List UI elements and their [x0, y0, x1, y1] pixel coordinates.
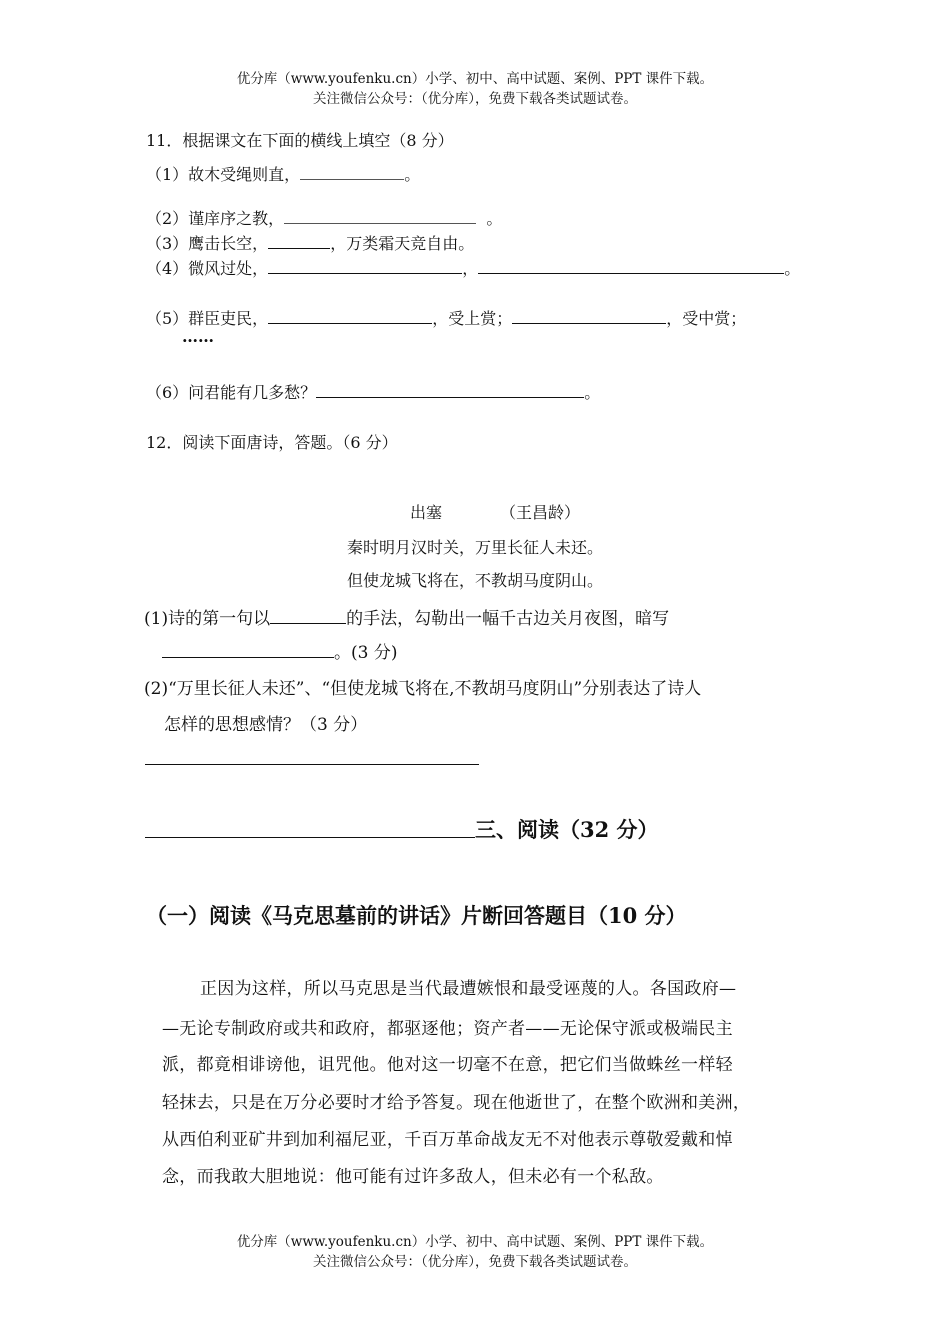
q11-item-3: （3）鹰击长空， ，万类霜天竞自由。 [146, 234, 475, 253]
answer-blank[interactable] [268, 259, 462, 274]
q12-title: 12．阅读下面唐诗，答题。（6 分） [146, 433, 398, 452]
passage-line-2: —无论专制政府或共和政府，都驱逐他；资产者——无论保守派或极端民主 [162, 1019, 733, 1039]
poem-title: 出塞 [410, 503, 443, 522]
q12-sub2: (2)“万里长征人未还”、“但使龙城飞将在,不教胡马度阴山”分别表达了诗人 [144, 679, 702, 699]
answer-blank[interactable] [268, 309, 432, 324]
q11-item-5-continuation: …… [182, 327, 214, 346]
passage-line-5: 从西伯利亚矿井到加利福尼亚，千百万革命战友无不对他表示尊敬爱戴和悼 [162, 1130, 733, 1150]
header-line-2: 关注微信公众号：（优分库），免费下载各类试题试卷。 [313, 91, 637, 107]
answer-blank[interactable] [316, 383, 584, 398]
answer-blank[interactable] [268, 234, 330, 249]
q11-item-5: （5）群臣吏民， ，受上赏； ，受中赏； [146, 309, 747, 328]
answer-blank[interactable] [478, 259, 784, 274]
poem-author: （王昌龄） [500, 503, 581, 522]
footer-line-1: 优分库（www.youfenku.cn）小学、初中、高中试题、案例、PPT 课件下载。 [236, 1234, 714, 1250]
answer-blank[interactable] [284, 209, 476, 224]
answer-blank[interactable] [270, 609, 346, 624]
q12-sub1: (1)诗的第一句以 的手法，勾勒出一幅千古边关月夜图，暗写 [144, 609, 670, 629]
answer-blank[interactable] [512, 309, 666, 324]
passage-line-1: 正因为这样，所以马克思是当代最遭嫉恨和最受诬蔑的人。各国政府— [200, 979, 737, 999]
poem-line-2: 但使龙城飞将在，不教胡马度阴山。 [346, 571, 603, 590]
footer-line-2: 关注微信公众号：（优分库），免费下载各类试题试卷。 [313, 1254, 637, 1270]
q11-item-1: （1）故木受绳则直， 。 [146, 165, 421, 184]
passage-line-3: 派，都竟相诽谤他，诅咒他。他对这一切毫不在意，把它们当做蛛丝一样轻 [162, 1055, 733, 1075]
header-line-1: 优分库（www.youfenku.cn）小学、初中、高中试题、案例、PPT 课件下载。 [236, 71, 714, 87]
q11-item-2: （2）谨庠序之教， 。 [146, 209, 503, 228]
section-title: 三、阅读（32 分） [475, 817, 659, 842]
passage-line-6: 念，而我敢大胆地说：他可能有过许多敌人，但未必有一个私敌。 [162, 1167, 664, 1187]
poem-line-1: 秦时明月汉时关，万里长征人未还。 [346, 538, 603, 557]
section-rule [145, 837, 475, 838]
q11-title: 11．根据课文在下面的横线上填空（8 分） [146, 131, 454, 150]
q12-sub2-cont: 怎样的思想感情？（3 分） [164, 715, 368, 735]
q11-item-4: （4）微风过处， ， 。 [146, 259, 801, 278]
answer-line[interactable] [145, 764, 479, 765]
q12-sub1-cont: 。(3 分) [162, 638, 397, 663]
part-title: （一）阅读《马克思墓前的讲话》片断回答题目（10 分） [146, 903, 687, 928]
answer-blank[interactable] [162, 643, 334, 658]
answer-blank[interactable] [300, 165, 404, 180]
q11-item-6: （6）问君能有几多愁？ 。 [146, 383, 601, 402]
passage-line-4: 轻抹去，只是在万分必要时才给予答复。现在他逝世了，在整个欧洲和美洲， [162, 1093, 751, 1113]
